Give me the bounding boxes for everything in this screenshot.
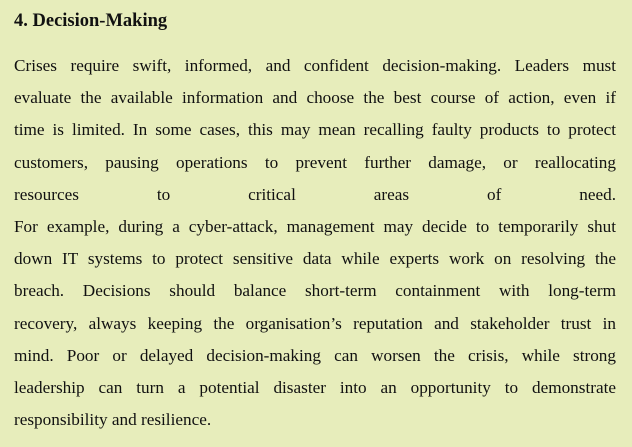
body-line: customers, pausing operations to prevent further damage, or reallocating <box>14 152 616 172</box>
body-line: mind. Poor or delayed decision-making can worsen the crisis, while strong <box>14 345 616 365</box>
body-line: down IT systems to protect sensitive data while experts work on resolving the <box>14 249 616 269</box>
body-line: Crises require swift, informed, and confident decision-making. Leaders must <box>14 56 616 75</box>
body-line: resources to critical areas of need. <box>14 184 616 204</box>
body-line: For example, during a cyber-attack, management may decide to temporarily shut <box>14 217 616 237</box>
body-line: leadership can turn a potential disaster into an opportunity to demonstrate <box>14 378 616 398</box>
section-heading: 4. Decision-Making <box>14 11 168 31</box>
body-line: evaluate the available information and choose the best course of action, even if <box>14 88 616 108</box>
body-line: responsibility and resilience. <box>14 410 212 430</box>
body-line: time is limited. In some cases, this may mean recalling faulty products to protect <box>14 120 616 140</box>
body-line: recovery, always keeping the organisation’s reputation and stakeholder trust in <box>14 313 616 333</box>
body-line: breach. Decisions should balance short-term containment with long-term <box>14 281 616 301</box>
section-body <box>14 50 616 436</box>
